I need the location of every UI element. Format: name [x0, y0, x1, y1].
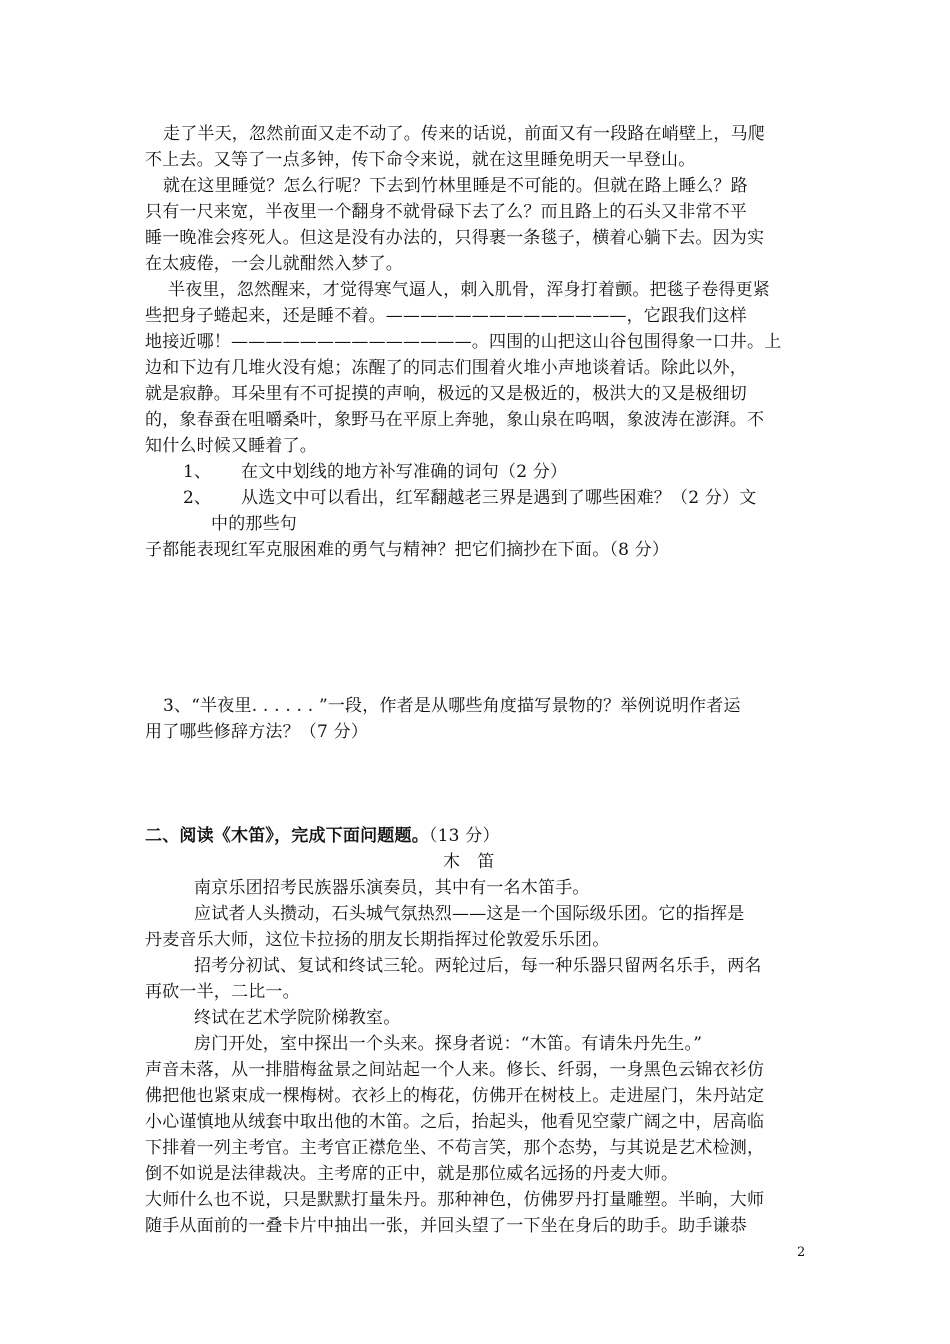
question-3-text: 3、“半夜里. . . . . . ”一段，作者是从哪些角度描写景物的？举例说明作者运	[163, 696, 741, 716]
story-title: 木 笛	[443, 852, 495, 872]
text-line: 不上去。又等了一点多钟，传下命令来说，就在这里睡免明天一早登山。	[145, 150, 696, 170]
text-line: 在太疲倦，一会儿就酣然入梦了。	[145, 254, 403, 274]
text-line: 就是寂静。耳朵里有不可捉摸的声响，极远的又是极近的，极洪大的又是极细切	[145, 384, 747, 404]
text-line: 终试在艺术学院阶梯教室。	[194, 1008, 401, 1028]
text-line: 半夜里，忽然醒来，才觉得寒气逼人，刺入肌骨，浑身打着颤。把毯子卷得更紧	[168, 280, 770, 300]
text-line: 应试者人头攒动，石头城气氛热烈——这是一个国际级乐团。它的指挥是	[194, 904, 745, 924]
text-line: 地接近哪！——————————————。四围的山把这山谷包围得象一口井。上	[145, 332, 782, 352]
question-1-text: 在文中划线的地方补写准确的词句（2 分）	[241, 462, 568, 482]
text-line: 丹麦音乐大师，这位卡拉扬的朋友长期指挥过伦敦爱乐乐团。	[145, 930, 610, 950]
question-2-continuation: 中的那些句	[211, 514, 297, 534]
section-heading	[145, 823, 500, 849]
text-line: 声音未落，从一排腊梅盆景之间站起一个人来。修长、纤弱，一身黑色云锦衣衫仿	[145, 1060, 765, 1080]
text-line: 再砍一半，二比一。	[145, 982, 300, 1002]
text-line: 边和下边有几堆火没有熄；冻醒了的同志们围着火堆小声地谈着话。除此以外，	[145, 358, 747, 378]
section-heading-text: 二、阅读《木笛》，完成下面问题题。	[145, 826, 429, 846]
text-line: 就在这里睡觉？怎么行呢？下去到竹林里睡是不可能的。但就在路上睡么？路	[163, 176, 748, 196]
question-number: 2、	[183, 488, 212, 508]
question-2-text: 从选文中可以看出，红军翻越老三界是遇到了哪些困难？（2 分）文	[241, 488, 757, 508]
text-line: 知什么时候又睡着了。	[145, 436, 317, 456]
text-line: 睡一晚准会疼死人。但这是没有办法的，只得裹一条毯子，横着心躺下去。因为实	[145, 228, 765, 248]
question-number: 1、	[183, 462, 212, 482]
text-line: 下排着一列主考官。主考官正襟危坐、不苟言笑，那个态势，与其说是艺术检测，	[145, 1138, 765, 1158]
text-line: 随手从面前的一叠卡片中抽出一张，并回头望了一下坐在身后的助手。助手谦恭	[145, 1216, 747, 1236]
text-line: 小心谨慎地从绒套中取出他的木笛。之后，抬起头，他看见空蒙广阔之中，居高临	[145, 1112, 765, 1132]
text-line: 大师什么也不说，只是默默打量朱丹。那种神色，仿佛罗丹打量雕塑。半晌，大师	[145, 1190, 765, 1210]
text-line: 佛把他也紧束成一棵梅树。衣衫上的梅花，仿佛开在树枝上。走进屋门，朱丹站定	[145, 1086, 765, 1106]
text-line: 房门开处，室中探出一个头来。探身者说：“木笛。有请朱丹先生。”	[194, 1034, 703, 1054]
text-line: 走了半天，忽然前面又走不动了。传来的话说，前面又有一段路在峭壁上，马爬	[163, 124, 765, 144]
page-number: 2	[797, 1245, 806, 1260]
question-2-continuation: 子都能表现红军克服困难的勇气与精神？把它们摘抄在下面。（8 分）	[145, 540, 670, 560]
text-line: 只有一尺来宽，半夜里一个翻身不就骨碌下去了么？而且路上的石头又非常不平	[145, 202, 747, 222]
text-line: 南京乐团招考民族器乐演奏员，其中有一名木笛手。	[194, 878, 590, 898]
text-line: 招考分初试、复试和终试三轮。两轮过后，每一种乐器只留两名乐手，两名	[194, 956, 762, 976]
text-line: 些把身子蜷起来，还是睡不着。——————————————，它跟我们这样	[145, 306, 747, 326]
text-line: 倒不如说是法律裁决。主考席的正中，就是那位威名远扬的丹麦大师。	[145, 1164, 679, 1184]
section-score: （13 分）	[428, 826, 500, 846]
text-line: 的，象春蚕在咀嚼桑叶，象野马在平原上奔驰，象山泉在呜咽，象波涛在澎湃。不	[145, 410, 765, 430]
question-3-text: 用了哪些修辞方法？（7 分）	[145, 722, 369, 742]
